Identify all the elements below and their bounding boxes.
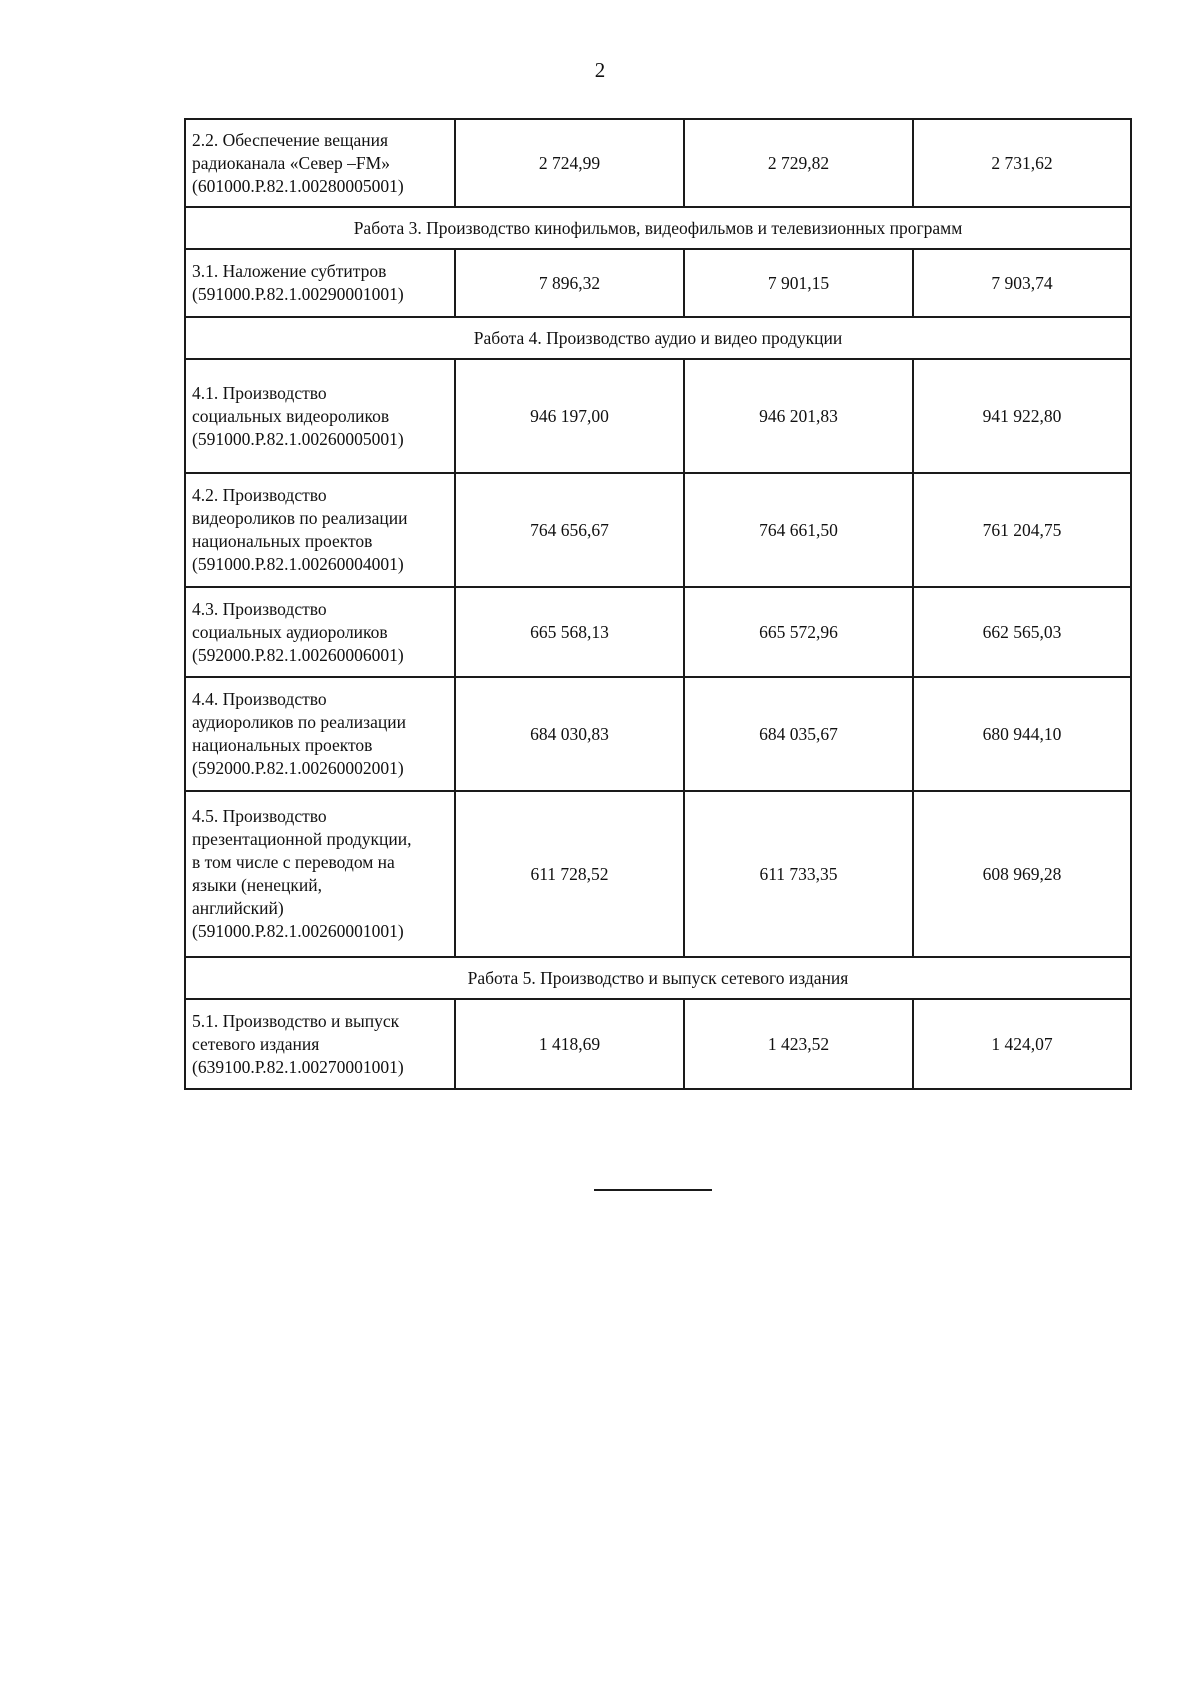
value-cell-year-3: 680 944,10 [913,677,1131,791]
end-divider [594,1189,712,1191]
service-name-line: 4.4. Производство [192,689,327,709]
section-title: Работа 3. Производство кинофильмов, видеофильмов и телевизионных программ [185,207,1131,249]
value-cell-year-3: 608 969,28 [913,791,1131,957]
service-name-line: презентационной продукции, [192,829,412,849]
value-cell-year-2: 665 572,96 [684,587,913,677]
value-cell-year-3: 1 424,07 [913,999,1131,1089]
service-name-line: 5.1. Производство и выпуск [192,1010,400,1031]
service-name-line: 4.1. Производство [192,382,327,403]
service-name-line: (601000.Р.82.1.00280005001) [192,175,404,196]
service-name-line: 4.2. Производство [192,485,327,505]
value-cell-year-3: 662 565,03 [913,587,1131,677]
table-row [185,677,1131,791]
section-row [185,317,1131,359]
service-name-line: 4.5. Производство [192,806,327,826]
service-name-cell [185,677,455,791]
service-name-line: (591000.Р.82.1.00260001001) [192,921,404,941]
service-name-line: языки (ненецкий, [192,875,323,895]
service-name-cell [185,359,455,473]
table-row [185,473,1131,587]
value-cell-year-3: 761 204,75 [913,473,1131,587]
service-name-line: (591000.Р.82.1.00260005001) [192,428,404,449]
service-name-cell [185,587,455,677]
service-name-line: 4.3. Производство [192,598,327,619]
value-cell-year-3: 2 731,62 [913,119,1131,207]
table-row [185,999,1131,1089]
service-name-line: социальных аудиороликов [192,621,388,642]
value-cell-year-1: 7 896,32 [455,249,684,317]
value-cell-year-3: 7 903,74 [913,249,1131,317]
section-title: Работа 5. Производство и выпуск сетевого издания [185,957,1131,999]
service-name-line: английский) [192,898,284,918]
section-row [185,207,1131,249]
table-row [185,119,1131,207]
service-name-cell [185,791,455,957]
value-cell-year-1: 611 728,52 [455,791,684,957]
page-number: 2 [594,58,606,82]
table-body [185,119,1131,1089]
service-name-line: аудиороликов по реализации [192,712,406,732]
service-name-line: социальных видеороликов [192,405,390,426]
service-name-line: национальных проектов [192,531,373,551]
service-name-line: 3.1. Наложение субтитров [192,261,387,281]
value-cell-year-1: 684 030,83 [455,677,684,791]
service-name-cell [185,999,455,1089]
service-name-cell [185,249,455,317]
service-name-line: в том числе с переводом на [192,852,395,872]
service-name-line: (592000.Р.82.1.00260006001) [192,644,404,665]
table-row [185,791,1131,957]
value-cell-year-1: 946 197,00 [455,359,684,473]
value-cell-year-2: 946 201,83 [684,359,913,473]
service-name-line: (591000.Р.82.1.00290001001) [192,284,404,304]
service-name-cell [185,473,455,587]
service-name-line: радиоканала «Север –FM» [192,152,390,173]
service-name-line: (591000.Р.82.1.00260004001) [192,554,404,574]
service-name-line: (592000.Р.82.1.00260002001) [192,758,404,778]
table-row [185,359,1131,473]
value-cell-year-3: 941 922,80 [913,359,1131,473]
table-row [185,249,1131,317]
value-cell-year-1: 764 656,67 [455,473,684,587]
value-cell-year-2: 764 661,50 [684,473,913,587]
budget-table [184,118,1132,1090]
section-row [185,957,1131,999]
service-name-line: (639100.Р.82.1.00270001001) [192,1056,404,1077]
table-row [185,587,1131,677]
value-cell-year-1: 1 418,69 [455,999,684,1089]
value-cell-year-2: 2 729,82 [684,119,913,207]
service-name-cell [185,119,455,207]
value-cell-year-2: 611 733,35 [684,791,913,957]
value-cell-year-1: 2 724,99 [455,119,684,207]
section-title: Работа 4. Производство аудио и видео продукции [185,317,1131,359]
service-name-line: национальных проектов [192,735,373,755]
service-name-line: сетевого издания [192,1033,320,1054]
value-cell-year-2: 1 423,52 [684,999,913,1089]
value-cell-year-2: 7 901,15 [684,249,913,317]
value-cell-year-1: 665 568,13 [455,587,684,677]
service-name-line: 2.2. Обеспечение вещания [192,129,388,150]
service-name-line: видеороликов по реализации [192,508,408,528]
value-cell-year-2: 684 035,67 [684,677,913,791]
